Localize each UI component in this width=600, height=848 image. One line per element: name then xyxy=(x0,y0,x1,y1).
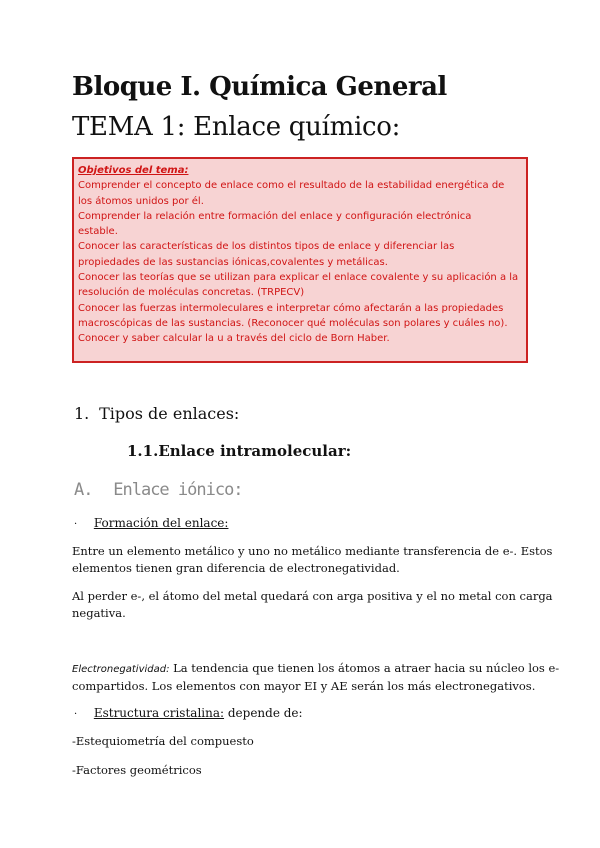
paragraph-line: negativa. xyxy=(72,606,126,620)
objective-line: Comprender la relación entre formación del enlace y configuración electrónica xyxy=(78,210,472,222)
objectives-title: Objetivos del tema: xyxy=(78,165,189,176)
subsection-heading-intramolecular: 1.1.Enlace intramolecular: xyxy=(127,442,352,460)
section-title: Tipos de enlaces: xyxy=(99,404,240,423)
factor-geometricos: -Factores geométricos xyxy=(72,763,202,777)
objective-line: Conocer y saber calcular la u a través del ciclo de Born Haber. xyxy=(78,333,390,345)
factor-estequiometria: -Estequiometría del compuesto xyxy=(72,734,254,748)
objectives-box xyxy=(72,157,528,363)
bullet-symbol: · xyxy=(74,519,78,530)
paragraph-carga xyxy=(72,588,553,622)
bullet-formacion-label: Formación del enlace: xyxy=(93,516,229,530)
definition-text: La tendencia que tienen los átomos a atraer hacia su núcleo los e- xyxy=(169,661,560,675)
paragraph-line: Entre un elemento metálico y uno no metálico mediante transferencia de e-. Estos xyxy=(72,544,553,558)
bullet-estructura-suffix: depende de: xyxy=(224,706,303,720)
subsubsection-letter: A. xyxy=(74,480,93,500)
definition-line-2: compartidos. Los elementos con mayor EI y AE serán los más electronegativos. xyxy=(72,679,536,693)
objective-line: los átomos unidos por él. xyxy=(78,195,204,207)
objective-line: estable. xyxy=(78,226,118,238)
subsubsection-title: Enlace iónico: xyxy=(113,480,243,500)
block-title: Bloque I. Química General xyxy=(72,72,447,102)
paragraph-electronegatividad xyxy=(72,660,560,695)
bullet-symbol: · xyxy=(74,709,78,720)
bullet-estructura xyxy=(74,706,303,720)
objective-line: Conocer las características de los distintos tipos de enlace y diferenciar las xyxy=(78,241,455,253)
bullet-formacion xyxy=(74,516,228,530)
paragraph-line: Al perder e-, el átomo del metal quedará con arga positiva y el no metal con carga xyxy=(72,589,553,603)
objective-line: Conocer las teorías que se utilizan para explicar el enlace covalente y su aplicación a la xyxy=(78,272,519,284)
section-heading-tipos xyxy=(74,404,239,423)
paragraph-transferencia xyxy=(72,543,553,577)
paragraph-line: elementos tienen gran diferencia de electronegatividad. xyxy=(72,561,400,575)
objective-line: Conocer las fuerzas intermoleculares e interpretar cómo afectarán a las propiedades xyxy=(78,302,504,314)
objective-line: resolución de moléculas concretas. (TRPECV) xyxy=(78,287,305,299)
definition-line xyxy=(72,660,560,678)
section-number: 1. xyxy=(74,404,90,423)
subsubsection-heading-ionico xyxy=(74,480,243,500)
tema-title: TEMA 1: Enlace químico: xyxy=(72,112,401,142)
definition-term: Electronegatividad: xyxy=(72,664,170,675)
objective-line: macroscópicas de las sustancias. (Reconocer qué moléculas son polares y cuáles no). xyxy=(78,317,508,329)
bullet-estructura-label: Estructura cristalina: xyxy=(93,706,225,720)
objective-line: propiedades de las sustancias iónicas,covalentes y metálicas. xyxy=(78,256,388,268)
objective-line: Comprender el concepto de enlace como el resultado de la estabilidad energética de xyxy=(78,180,505,192)
